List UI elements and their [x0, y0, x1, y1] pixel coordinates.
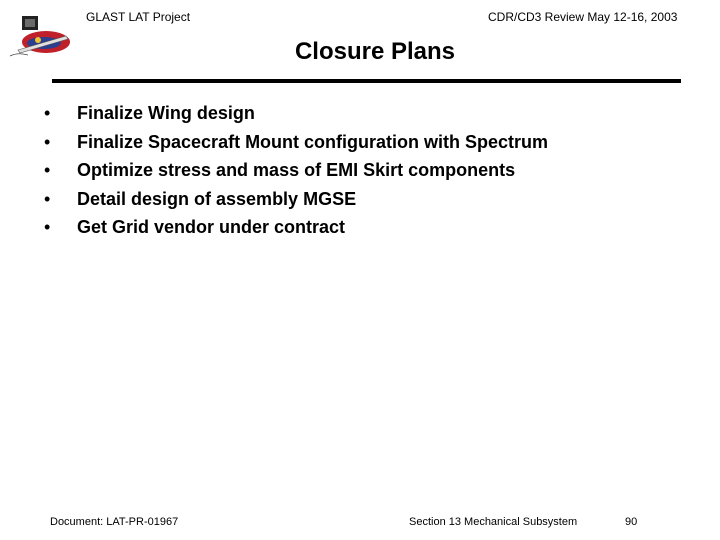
bullet-item-mgse	[44, 189, 548, 218]
bullet-marker: •	[44, 131, 51, 152]
bullet-marker: •	[44, 103, 51, 123]
bullet-marker: •	[44, 160, 51, 180]
bullet-item-wing	[44, 103, 548, 132]
bullet-text: Detail design of assembly MGSE	[77, 188, 357, 209]
section-label: Section 13 Mechanical Subsystem	[409, 516, 578, 528]
bullet-item-grid-vendor	[44, 217, 548, 246]
bullet-list	[44, 103, 548, 246]
bullet-item-emi-skirt	[44, 160, 548, 189]
title-divider	[52, 79, 681, 83]
project-name: GLAST LAT Project	[86, 10, 191, 24]
bullet-marker: •	[44, 188, 51, 209]
review-date: CDR/CD3 Review May 12-16, 2003	[488, 10, 678, 24]
bullet-text: Finalize Spacecraft Mount configuration with Spectrum	[77, 131, 549, 152]
document-number: Document: LAT-PR-01967	[50, 516, 179, 528]
bullet-marker: •	[44, 217, 51, 237]
slide-title	[0, 38, 720, 66]
slide-title-text: Closure Plans	[294, 38, 456, 65]
bullet-text: Get Grid vendor under contract	[77, 217, 346, 237]
page-number: 90	[625, 516, 638, 528]
bullet-item-spacecraft-mount	[44, 132, 548, 161]
bullet-text: Optimize stress and mass of EMI Skirt components	[77, 160, 516, 180]
bullet-text: Finalize Wing design	[77, 103, 255, 123]
